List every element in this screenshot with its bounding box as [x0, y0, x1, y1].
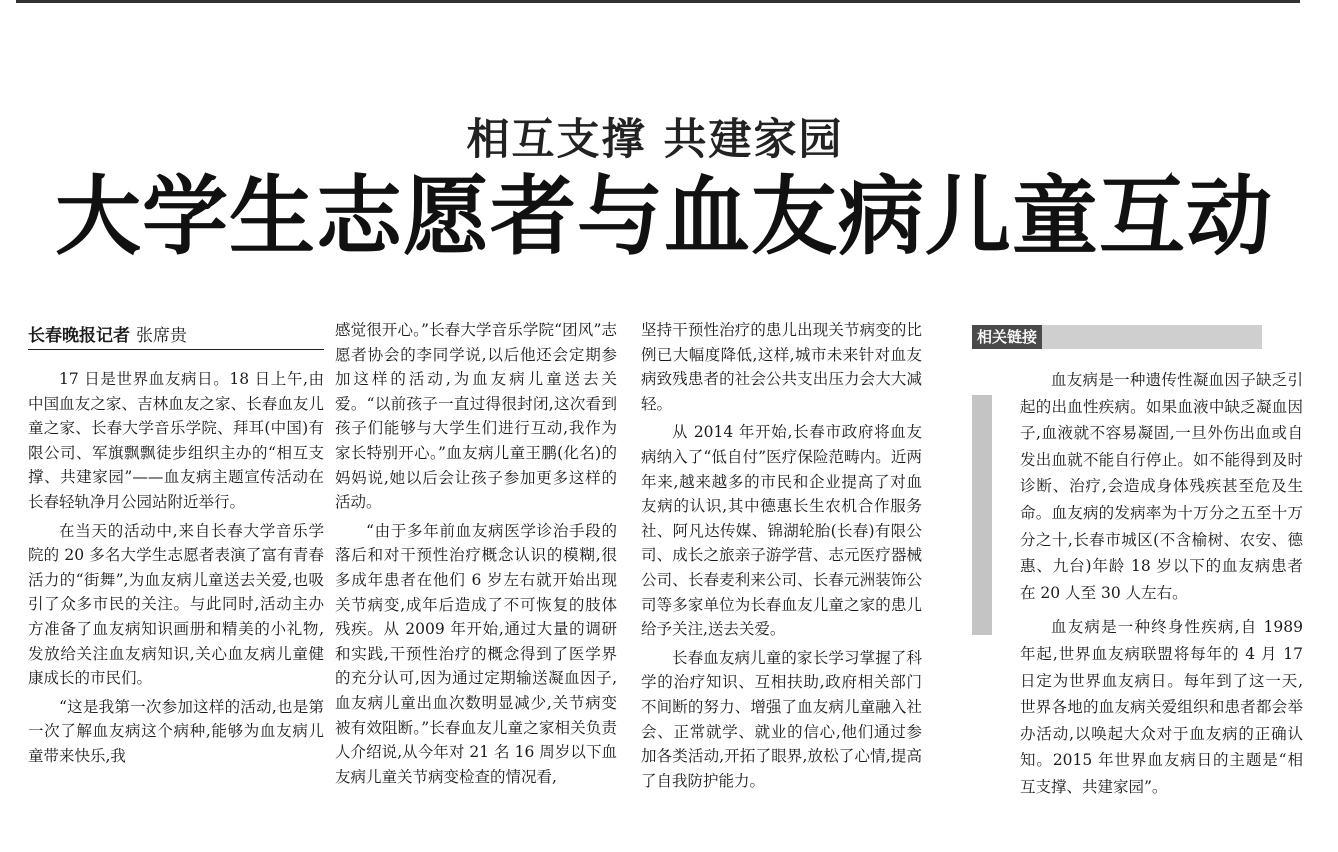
article-column-3 — [641, 318, 922, 793]
paragraph: 感觉很开心。”长春大学音乐学院“团风”志愿者协会的李同学说,以后他还会定期参加这样的活动,为血友病儿童送去关爱。“以前孩子一直过得很封闭,这次看到孩子们能够与大学生们进行互动,我作为家长特别开心。”血友病儿童王鹏(化名)的妈妈说,她以后会让孩子参加更多这样的活动。 — [335, 321, 617, 512]
paragraph: “这是我第一次参加这样的活动,也是第一次了解血友病这个病种,能够为血友病儿童带来快乐,我 — [28, 697, 324, 765]
byline — [28, 323, 324, 350]
related-links-label: 相关链接 — [972, 325, 1042, 349]
related-paragraph: 血友病是一种遗传性凝血因子缺乏引起的出血性疾病。如果血液中缺乏凝血因子,血液就不容易凝固,一旦外伤出血或自发出血就不能自行停止。如不能得到及时诊断、治疗,会造成身体残疾甚至危及生命。血友病的发病率为十万分之五至十万分之十,长春市城区(不含榆树、农安、德惠、九台)年龄 18 岁以下的血友病患者在 20 人至 30 人左右。 — [1020, 371, 1303, 602]
article-column-2 — [335, 318, 617, 789]
article-column-1 — [28, 367, 324, 769]
paragraph: “由于多年前血友病医学诊治手段的落后和对干预性治疗概念认识的模糊,很多成年患者在他们 6 岁左右就开始出现关节病变,成年后造成了不可恢复的肢体残疾。从 2009 年开始,通过大量的调研和实践,干预性治疗的概念得到了医学界的充分认可,因为通过定期输送凝血因子,血友病儿童出血次数明显减少,关节病变被有效阻断。”长春血友儿童之家相关负责人介绍说,从今年对 21 名 16 周岁以下血友病儿童关节病变检查的情况看, — [335, 521, 617, 786]
paragraph: 坚持干预性治疗的患儿出现关节病变的比例已大幅度降低,这样,城市未来针对血友病致残患者的社会公共支出压力会大大减轻。 — [641, 321, 922, 413]
top-rule — [16, 0, 1300, 3]
related-links-column — [1020, 367, 1303, 801]
related-paragraph: 血友病是一种终身性疾病,自 1989 年起,世界血友病联盟将每年的 4 月 17 日定为世界血友病日。每年到了这一天,世界各地的血友病关爱组织和患者都会举办活动,以唤起大众对于血友病的正确认知。2015 年世界血友病日的主题是“相互支撑、共建家园”。 — [1020, 618, 1303, 796]
paragraph: 长春血友病儿童的家长学习掌握了科学的治疗知识、互相扶助,政府相关部门不间断的努力、增强了血友病儿童融入社会、正常就学、就业的信心,他们通过参加各类活动,开拓了眼界,放松了心情,提高了自我防护能力。 — [641, 648, 922, 790]
paragraph: 17 日是世界血友病日。18 日上午,由中国血友之家、吉林血友之家、长春血友儿童之家、长春大学音乐学院、拜耳(中国)有限公司、军旗飘飘徒步组织主办的“相互支撑、共建家园”——血友病主题宣传活动在长春轻轨净月公园站附近举行。 — [28, 370, 324, 511]
sidebar-stripe — [972, 395, 992, 635]
main-headline: 大学生志愿者与血友病儿童互动 — [55, 167, 1273, 267]
paragraph: 从 2014 年开始,长春市政府将血友病纳入了“低自付”医疗保险范畴内。近两年来,越来越多的市民和企业提高了对血友病的认识,其中德惠长生农机合作服务社、阿凡达传媒、锦湖轮胎(长春)有限公司、成长之旅亲子游学营、志元医疗器械公司、长春麦利来公司、长春元洲装饰公司等多家单位为长春血友儿童之家的患儿给予关注,送去关爱。 — [641, 423, 922, 639]
paragraph: 在当天的活动中,来自长春大学音乐学院的 20 多名大学生志愿者表演了富有青春活力的“街舞”,为血友病儿童送去关爱,也吸引了众多市民的关注。与此同时,活动主办方准备了血友病知识画册和精美的小礼物,发放给关注血友病知识,关心血友病儿童健康成长的市民们。 — [28, 521, 324, 688]
related-links-header — [972, 325, 1262, 349]
byline-name: 张席贵 — [136, 326, 187, 346]
byline-label: 长春晚报记者 — [28, 326, 130, 346]
kicker-headline: 相互支撑 共建家园 — [466, 115, 844, 165]
